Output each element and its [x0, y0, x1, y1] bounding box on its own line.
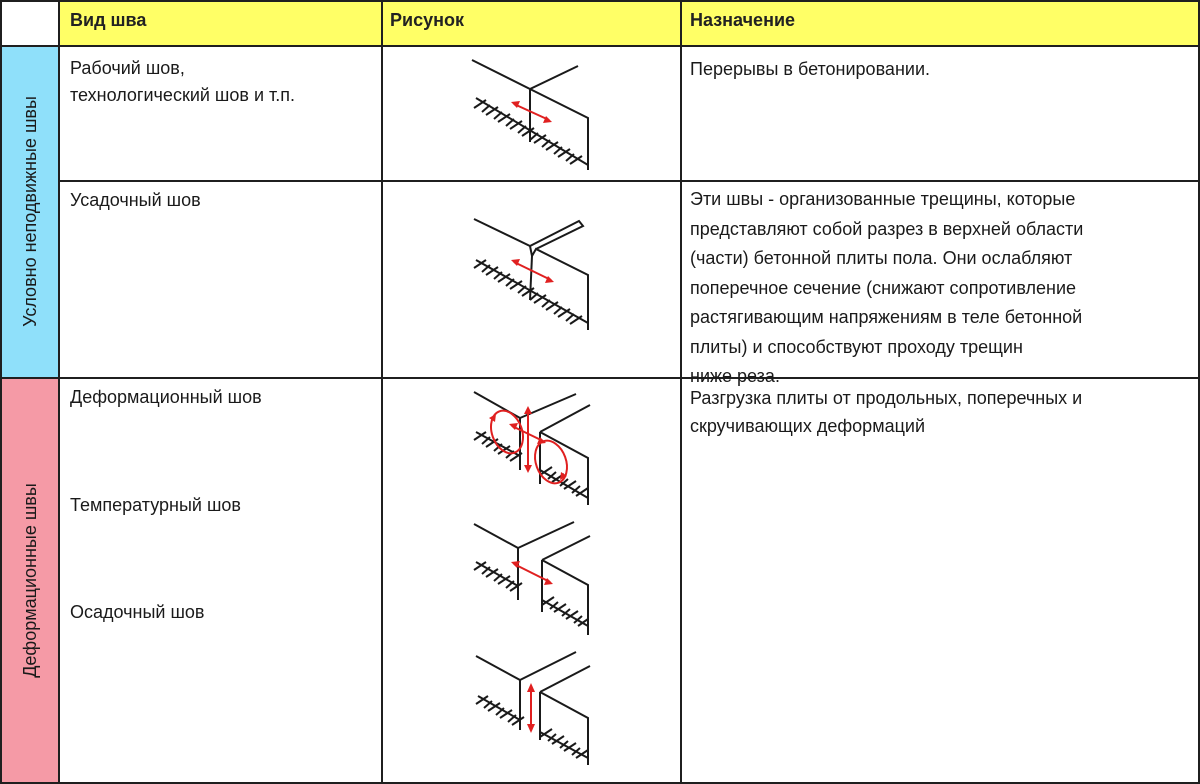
table-header-row — [60, 2, 1198, 45]
header-picture: Рисунок — [390, 10, 464, 30]
grid-line — [58, 0, 60, 784]
shrinkage-joint-name: Усадочный шов — [70, 190, 201, 210]
shrinkage-joint-purpose: Эти швы - организованные трещины, которые представляют собой разрез в верхней области (части) бетонной плиты пола. Они ослабляют поперечное сечение (снижают сопротивление растягивающим напряжениям в теле бетонной плиты) и способствуют проходу трещин ниже реза. — [690, 189, 1084, 386]
group-fixed-cell — [2, 46, 58, 377]
settlement-joint-name: Осадочный шов — [70, 602, 205, 622]
working-joint-name: Рабочий шов, технологический шов и т.п. — [70, 58, 295, 105]
grid-line — [0, 45, 1200, 47]
grid-line — [0, 0, 1200, 2]
working-joint-diagram — [472, 60, 588, 170]
shrinkage-joint-diagram — [474, 219, 588, 330]
group-fixed-label: Условно неподвижные швы — [19, 96, 40, 327]
working-joint-purpose: Перерывы в бетонировании. — [690, 59, 930, 79]
group-deformation-cell — [2, 379, 58, 782]
header-purpose: Назначение — [690, 10, 796, 30]
grid-line — [0, 0, 2, 784]
deformation-joint-purpose: Разгрузка плиты от продольных, поперечных и скручивающих деформаций — [690, 388, 1083, 436]
deformation-joint-name: Деформационный шов — [70, 387, 262, 407]
temperature-joint-diagram — [474, 522, 590, 635]
grid-line — [60, 180, 1200, 182]
grid-line — [381, 0, 383, 784]
header-type: Вид шва — [70, 10, 147, 30]
settlement-joint-diagram — [476, 652, 590, 765]
deformation-joint-diagram — [474, 392, 590, 505]
grid-line — [680, 0, 682, 784]
temperature-joint-name: Температурный шов — [70, 495, 241, 515]
group-deformation-label: Деформационные швы — [19, 483, 40, 678]
